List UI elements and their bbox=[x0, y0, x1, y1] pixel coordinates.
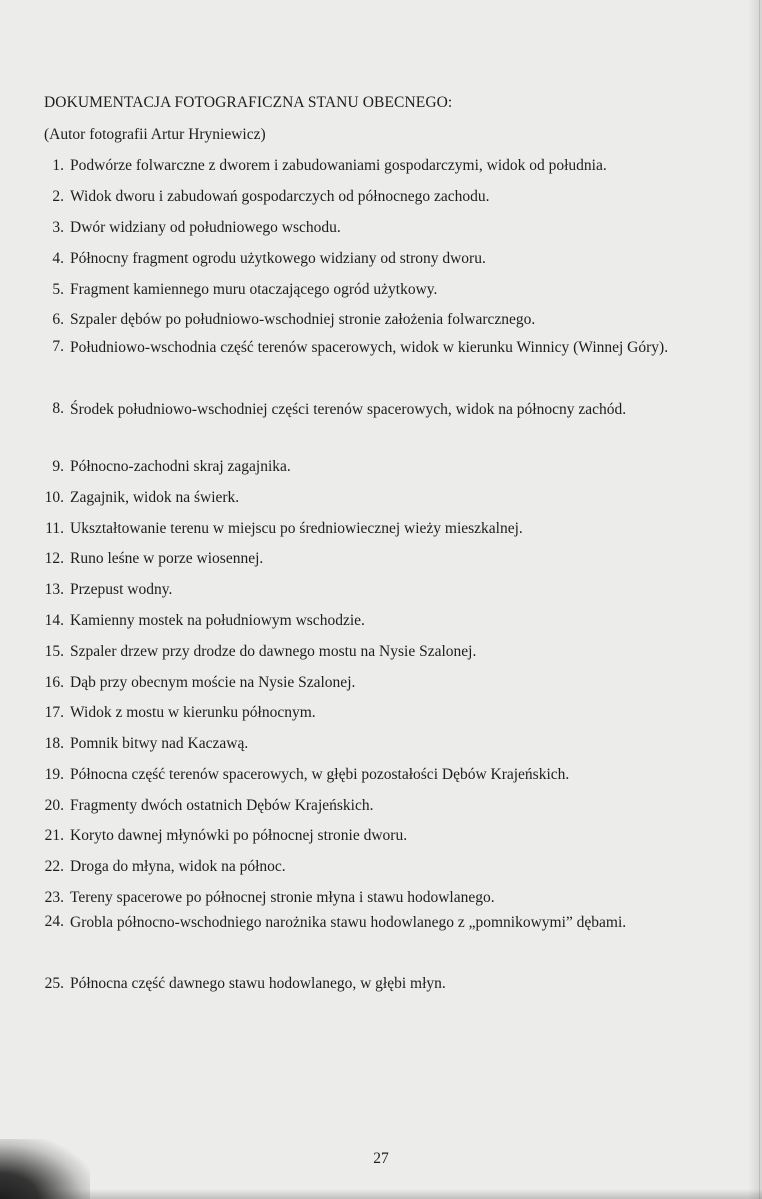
list-item-text: Kamienny mostek na południowym wschodzie. bbox=[70, 612, 365, 629]
list-item-number: 9. bbox=[52, 458, 64, 475]
list-item-number: 13. bbox=[44, 581, 64, 598]
list-item-number: 24. bbox=[44, 913, 64, 930]
list-item-number: 2. bbox=[52, 188, 64, 205]
list-item-text: Ukształtowanie terenu w miejscu po średniowiecznej wieży mieszkalnej. bbox=[70, 520, 523, 537]
list-item-text: Fragment kamiennego muru otaczającego ogród użytkowy. bbox=[70, 281, 438, 298]
list-item-number: 3. bbox=[52, 219, 64, 236]
list-item-text: Pomnik bitwy nad Kaczawą. bbox=[70, 735, 249, 752]
list-item-number: 22. bbox=[44, 858, 64, 875]
list-item-text: Północna część terenów spacerowych, w głębi pozostałości Dębów Krajeńskich. bbox=[70, 766, 570, 783]
list-item-text: Koryto dawnej młynówki po północnej stronie dworu. bbox=[70, 827, 408, 844]
list-item-text: Widok dworu i zabudowań gospodarczych od północnego zachodu. bbox=[70, 188, 490, 205]
list-item-text: Zagajnik, widok na świerk. bbox=[70, 489, 240, 506]
list-item-number: 7. bbox=[52, 338, 64, 355]
list-item-number: 12. bbox=[44, 550, 64, 567]
list-item-text: Dwór widziany od południowego wschodu. bbox=[70, 219, 341, 236]
list-item-text: Środek południowo-wschodniej części terenów spacerowych, widok na północny zachód. bbox=[70, 401, 627, 418]
list-item-number: 19. bbox=[44, 766, 64, 783]
list-item-number: 20. bbox=[44, 797, 64, 814]
list-item-number: 18. bbox=[44, 735, 64, 752]
list-item-text: Północna część dawnego stawu hodowlanego, w głębi młyn. bbox=[70, 975, 446, 992]
list-item-text: Dąb przy obecnym moście na Nysie Szalonej. bbox=[70, 674, 356, 691]
list-item-text: Runo leśne w porze wiosennej. bbox=[70, 550, 264, 567]
list-item-number: 1. bbox=[52, 157, 64, 174]
list-item-number: 11. bbox=[45, 520, 64, 537]
list-item-number: 4. bbox=[52, 250, 64, 267]
list-item-text: Grobla północno-wschodniego narożnika stawu hodowlanego z „pomnikowymi” dębami. bbox=[70, 914, 627, 931]
list-item-text: Przepust wodny. bbox=[70, 581, 173, 598]
list-item-text: Południowo-wschodnia część terenów spacerowych, widok w kierunku Winnicy (Winnej Góry). bbox=[70, 339, 669, 356]
list-item-number: 16. bbox=[44, 674, 64, 691]
list-item-text: Podwórze folwarczne z dworem i zabudowaniami gospodarczymi, widok od południa. bbox=[70, 157, 607, 174]
list-item-number: 17. bbox=[44, 704, 64, 721]
document-heading: DOKUMENTACJA FOTOGRAFICZNA STANU OBECNEGO: bbox=[44, 94, 453, 111]
list-item-number: 5. bbox=[52, 281, 64, 298]
list-item-text: Fragmenty dwóch ostatnich Dębów Krajeńskich. bbox=[70, 797, 374, 814]
list-item-text: Droga do młyna, widok na północ. bbox=[70, 858, 286, 875]
list-item-number: 6. bbox=[52, 311, 64, 328]
list-item-number: 10. bbox=[44, 489, 64, 506]
list-item-number: 23. bbox=[44, 889, 64, 906]
author-note: (Autor fotografii Artur Hryniewicz) bbox=[44, 126, 266, 143]
list-item-text: Szpaler dębów po południowo-wschodniej stronie założenia folwarcznego. bbox=[70, 311, 536, 328]
page-number: 27 bbox=[373, 1150, 389, 1167]
list-item-number: 8. bbox=[52, 400, 64, 417]
list-item-number: 25. bbox=[44, 975, 64, 992]
list-item-text: Północny fragment ogrodu użytkowego widziany od strony dworu. bbox=[70, 250, 486, 267]
list-item-text: Północno-zachodni skraj zagajnika. bbox=[70, 458, 291, 475]
list-item-text: Tereny spacerowe po północnej stronie młyna i stawu hodowlanego. bbox=[70, 889, 495, 906]
scan-corner-shadow bbox=[0, 1139, 90, 1199]
page-edge-line bbox=[759, 0, 760, 1199]
list-item-number: 15. bbox=[44, 643, 64, 660]
page-bottom-shadow bbox=[0, 1189, 762, 1199]
list-item-number: 21. bbox=[44, 827, 64, 844]
list-item-text: Widok z mostu w kierunku północnym. bbox=[70, 704, 316, 721]
list-item-number: 14. bbox=[44, 612, 64, 629]
list-item-text: Szpaler drzew przy drodze do dawnego mostu na Nysie Szalonej. bbox=[70, 643, 477, 660]
